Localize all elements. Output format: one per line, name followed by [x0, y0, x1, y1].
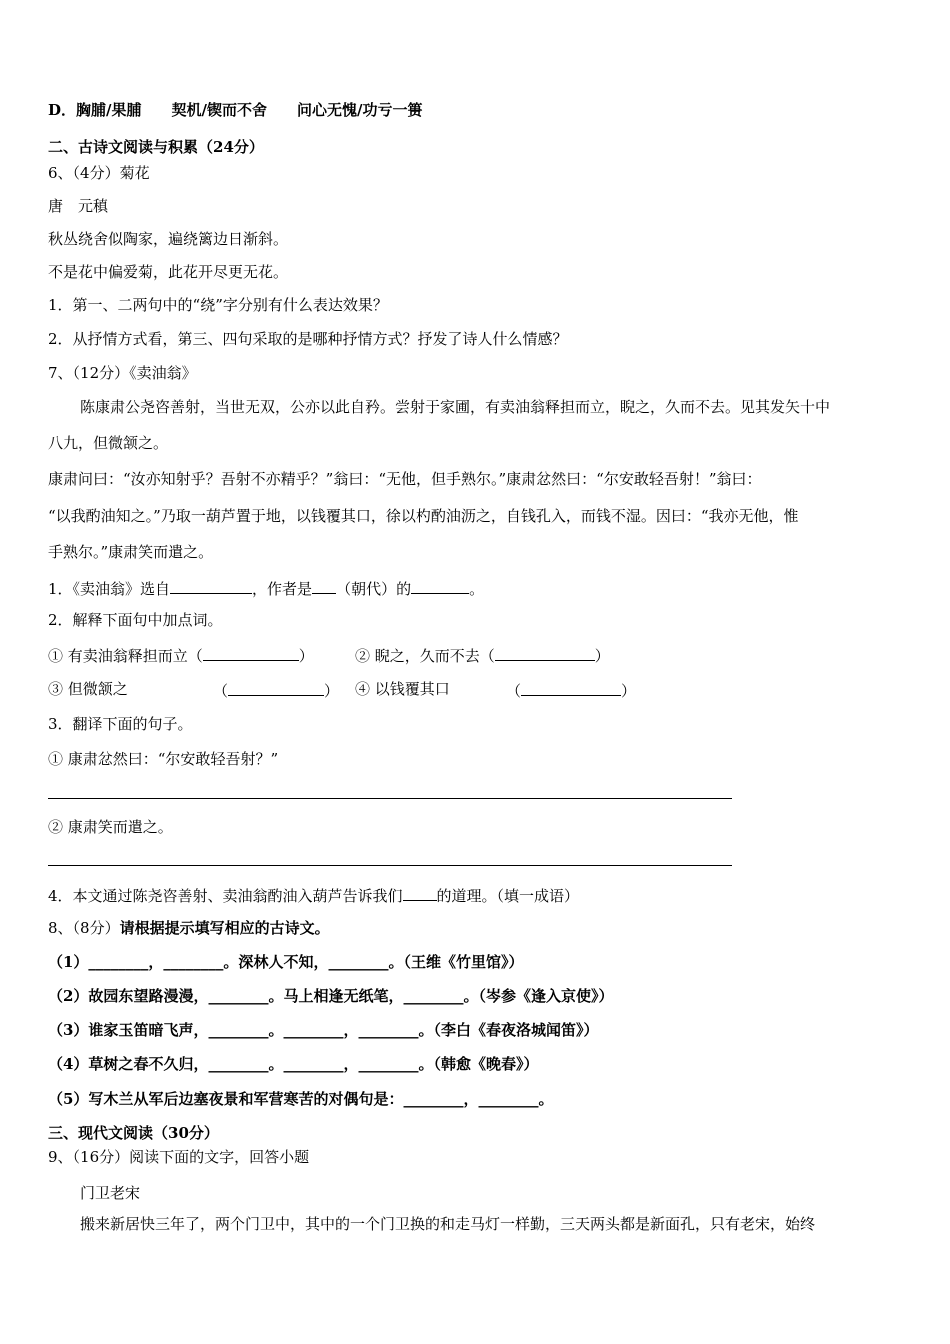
q8-line2: （2）故园东望路漫漫，________。马上相逢无纸笔，________。（岑参《逢入京使》）: [48, 987, 614, 1005]
paren-open: （: [506, 682, 522, 700]
answer-blank[interactable]: [170, 577, 252, 594]
q7-trans2: ② 康肃笑而遣之。: [48, 818, 173, 836]
q7-header: 7、（12分）《卖油翁》: [48, 364, 197, 382]
q7-sub4-text-a: 4．本文通过陈尧咨善射、卖油翁酌油入葫芦告诉我们: [48, 887, 403, 905]
q7-sub1-text-a: 1．《卖油翁》选自: [48, 580, 171, 598]
q9-header: 9、（16分）阅读下面的文字，回答小题: [48, 1148, 310, 1166]
q9-title: 门卫老宋: [80, 1184, 141, 1202]
q7-para2-b: “以我酌油知之。”乃取一葫芦置于地，以钱覆其口，徐以杓酌油沥之，自钱孔入，而钱不湿。因曰：“我亦无他，惟: [48, 507, 799, 525]
answer-blank[interactable]: [203, 644, 299, 661]
q7-para1-b: 八九，但微颔之。: [48, 434, 169, 452]
q7-item2: [355, 644, 610, 666]
q7-sub2: 2．解释下面句中加点词。: [48, 611, 223, 629]
q7-sub3: 3．翻译下面的句子。: [48, 715, 193, 733]
q7-sub4-text-b: 的道理。（填一成语）: [436, 887, 580, 905]
paren-close: ）: [621, 682, 637, 700]
q7-item2-text: ② 睨之，久而不去（: [355, 647, 495, 665]
paren-close: ）: [594, 647, 610, 665]
answer-blank[interactable]: [312, 577, 336, 594]
answer-line[interactable]: [48, 865, 732, 866]
answer-blank[interactable]: [411, 577, 469, 594]
q6-sub2: 2．从抒情方式看，第三、四句采取的是哪种抒情方式？抒发了诗人什么情感？: [48, 330, 568, 348]
section2-title: 二、古诗文阅读与积累（24分）: [48, 138, 264, 156]
q7-item1-text: ① 有卖油翁释担而立（: [48, 647, 203, 665]
q8-line1: （1）________，________。深林人不知，________。（王维《竹里馆》）: [48, 953, 524, 971]
option-d: D．胸脯/果脯 契机/锲而不舍 问心无愧/功亏一篑: [48, 101, 423, 119]
q7-item4: ④ 以钱覆其口: [355, 680, 450, 698]
q8-line5: （5）写木兰从军后边塞夜景和军营寒苦的对偶句是：________，________。: [48, 1090, 554, 1108]
answer-line[interactable]: [48, 798, 732, 799]
q7-item3-blank: [213, 679, 339, 701]
q7-item3: ③ 但微颔之: [48, 680, 128, 698]
q7-sub1-text-c: （朝代）的: [336, 580, 412, 598]
q8-header-text: 请根据提示填写相应的古诗文。: [119, 919, 330, 937]
q7-item1: [48, 644, 314, 666]
answer-blank[interactable]: [495, 644, 595, 661]
q6-poem-line2: 不是花中偏爱菊，此花开尽更无花。: [48, 263, 289, 281]
q7-trans1: ① 康肃忿然曰：“尔安敢轻吾射？”: [48, 750, 279, 768]
q6-header: 6、（4分）菊花: [48, 164, 150, 182]
q6-sub1: 1．第一、二两句中的“绕”字分别有什么表达效果？: [48, 296, 388, 314]
q6-author: 唐 元稹: [48, 197, 109, 215]
section3-title: 三、现代文阅读（30分）: [48, 1124, 219, 1142]
q7-para2-a: 康肃问曰：“汝亦知射乎？吾射不亦精乎？”翁曰：“无他，但手熟尔。”康肃忿然曰：“尔安敢轻吾射！”翁曰：: [48, 470, 762, 488]
q7-sub1-text-d: 。: [469, 580, 485, 598]
q8-line4: （4）草树之春不久归，________。________，________。（韩愈《晚春》）: [48, 1055, 539, 1073]
answer-blank[interactable]: [403, 884, 437, 901]
paren-close: ）: [324, 682, 340, 700]
q8-header-num: 8、（8分）: [48, 919, 120, 937]
answer-blank[interactable]: [228, 679, 324, 696]
q8-line3: （3）谁家玉笛暗飞声，________。________，________。（李白《春夜洛城闻笛》）: [48, 1021, 599, 1039]
answer-blank[interactable]: [521, 679, 621, 696]
q7-item4-blank: [506, 679, 636, 701]
q7-sub1-text-b: ，作者是: [252, 580, 313, 598]
q9-para1: 搬来新居快三年了，两个门卫中，其中的一个门卫换的和走马灯一样勤，三天两头都是新面孔，只有老宋，始终: [80, 1215, 816, 1233]
q6-poem-line1: 秋丛绕舍似陶家，遍绕篱边日渐斜。: [48, 230, 289, 248]
q8-header: [48, 918, 330, 938]
paren-open: （: [213, 682, 229, 700]
q7-sub4: [48, 884, 579, 906]
q7-para1-a: 陈康肃公尧咨善射，当世无双，公亦以此自矜。尝射于家圃，有卖油翁释担而立，睨之，久而不去。见其发矢十中: [80, 398, 831, 416]
paren-close: ）: [298, 647, 314, 665]
q7-para2-c: 手熟尔。”康肃笑而遣之。: [48, 543, 214, 561]
q7-sub1: [48, 577, 484, 599]
